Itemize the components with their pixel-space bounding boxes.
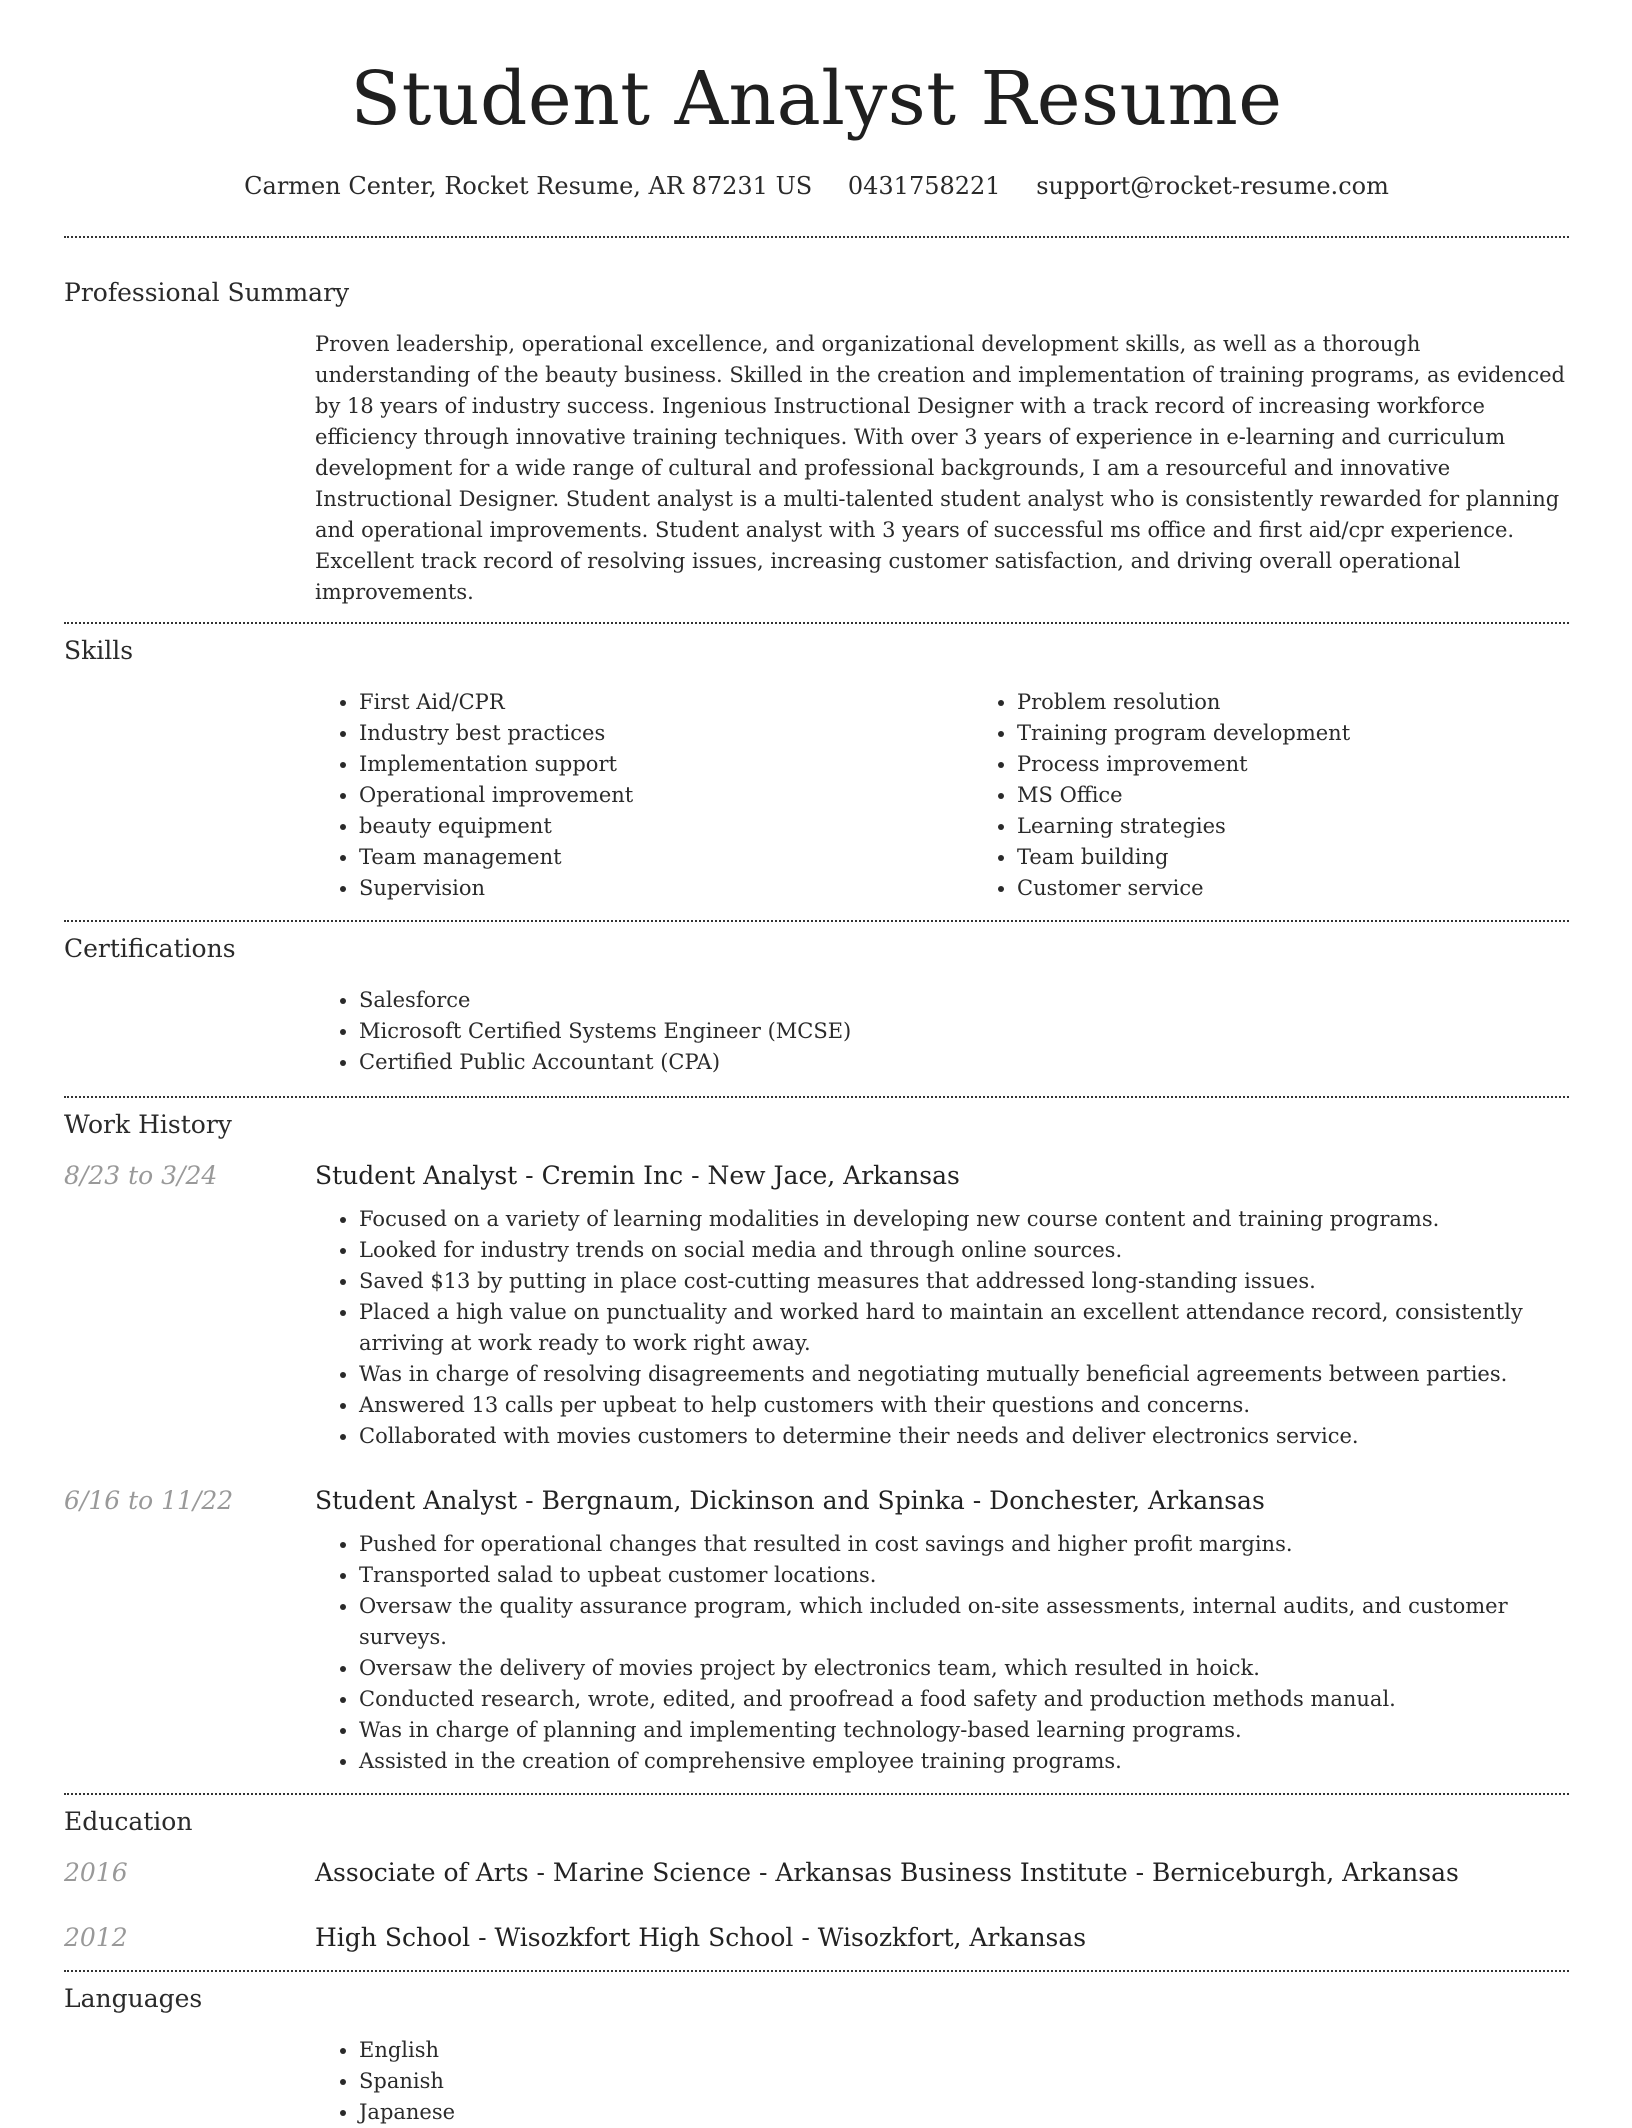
- job-bullet: • Transported salad to upbeat customer locations.: [359, 1560, 1569, 1591]
- certification-item: • Microsoft Certified Systems Engineer (MCSE): [359, 1016, 1569, 1047]
- skills-left-list: [315, 687, 973, 904]
- contact-phone: 0431758221: [847, 172, 1001, 200]
- summary-section: [64, 278, 1569, 608]
- job-entry: [64, 1161, 1569, 1452]
- job-entry: [64, 1486, 1569, 1777]
- job-bullet: • Was in charge of resolving disagreements and negotiating mutually beneficial agreements between parties.: [359, 1359, 1569, 1390]
- contact-line: [64, 172, 1569, 200]
- divider: [64, 1970, 1569, 1972]
- education-date: 2012: [64, 1923, 128, 1952]
- section-title-certifications: Certifications: [64, 934, 236, 963]
- skill-item: • Implementation support: [359, 749, 973, 780]
- job-bullet: • Was in charge of planning and implementing technology-based learning programs.: [359, 1715, 1569, 1746]
- skill-item: • Process improvement: [1017, 749, 1631, 780]
- certification-item: • Certified Public Accountant (CPA): [359, 1047, 1569, 1078]
- job-bullet: • Focused on a variety of learning modalities in developing new course content and training programs.: [359, 1204, 1569, 1235]
- skill-item: • Training program development: [1017, 718, 1631, 749]
- section-title-education: Education: [64, 1807, 193, 1836]
- job-bullet: • Pushed for operational changes that resulted in cost savings and higher profit margins.: [359, 1529, 1569, 1560]
- languages-list: [315, 2035, 1569, 2128]
- summary-content: [315, 329, 1569, 608]
- skills-section: [64, 636, 1569, 904]
- skill-item: • Industry best practices: [359, 718, 973, 749]
- languages-content: [315, 2035, 1569, 2128]
- section-title-languages: Languages: [64, 1984, 203, 2013]
- language-item: • Japanese: [359, 2097, 1569, 2128]
- certifications-content: [315, 985, 1569, 1078]
- certifications-section: [64, 934, 1569, 1078]
- skill-item: • MS Office: [1017, 780, 1631, 811]
- resume-page: [64, 0, 1569, 2128]
- job-bullet: • Oversaw the delivery of movies project by electronics team, which resulted in hoick.: [359, 1653, 1569, 1684]
- certifications-list: [315, 985, 1569, 1078]
- education-entry: [64, 1858, 1569, 1887]
- skill-item: • Learning strategies: [1017, 811, 1631, 842]
- contact-address: Carmen Center, Rocket Resume, AR 87231 US: [244, 172, 813, 200]
- language-item: • Spanish: [359, 2066, 1569, 2097]
- job-bullet: • Conducted research, wrote, edited, and proofread a food safety and production methods manual.: [359, 1684, 1569, 1715]
- contact-email: support@rocket-resume.com: [1036, 172, 1389, 200]
- job-bullet: • Collaborated with movies customers to determine their needs and deliver electronics service.: [359, 1421, 1569, 1452]
- skill-item: • beauty equipment: [359, 811, 973, 842]
- job-bullets: [315, 1529, 1569, 1777]
- job-bullets: [315, 1204, 1569, 1452]
- skill-item: • Customer service: [1017, 873, 1631, 904]
- job-bullet: • Placed a high value on punctuality and worked hard to maintain an excellent attendance record, consistently arriving at work ready to work right away.: [359, 1297, 1569, 1359]
- job-date: 6/16 to 11/22: [64, 1486, 234, 1515]
- job-bullet: • Oversaw the quality assurance program, which included on-site assessments, internal audits, and customer surveys.: [359, 1591, 1569, 1653]
- skill-item: • Team building: [1017, 842, 1631, 873]
- education-date: 2016: [64, 1858, 128, 1887]
- education-section: [64, 1807, 1569, 1952]
- job-bullet-list: [315, 1529, 1569, 1777]
- job-bullet: • Answered 13 calls per upbeat to help customers with their questions and concerns.: [359, 1390, 1569, 1421]
- job-date: 8/23 to 3/24: [64, 1161, 218, 1190]
- job-bullet: • Assisted in the creation of comprehensive employee training programs.: [359, 1746, 1569, 1777]
- section-title-skills: Skills: [64, 636, 134, 665]
- skill-item: • Operational improvement: [359, 780, 973, 811]
- certification-item: • Salesforce: [359, 985, 1569, 1016]
- skill-item: • Supervision: [359, 873, 973, 904]
- education-heading: High School - Wisozkfort High School - Wisozkfort, Arkansas: [315, 1923, 1087, 1952]
- education-entry: [64, 1923, 1569, 1952]
- resume-title: Student Analyst Resume: [350, 56, 1283, 142]
- divider: [64, 622, 1569, 624]
- skills-grid: [315, 687, 1569, 904]
- skill-item: • Team management: [359, 842, 973, 873]
- job-heading: Student Analyst - Cremin Inc - New Jace, Arkansas: [315, 1161, 960, 1190]
- section-title-work: Work History: [64, 1110, 232, 1139]
- languages-section: [64, 1984, 1569, 2128]
- skill-item: • First Aid/CPR: [359, 687, 973, 718]
- job-heading: Student Analyst - Bergnaum, Dickinson and Spinka - Donchester, Arkansas: [315, 1486, 1265, 1515]
- education-heading: Associate of Arts - Marine Science - Arkansas Business Institute - Berniceburgh, Arkansas: [315, 1858, 1459, 1887]
- language-item: • English: [359, 2035, 1569, 2066]
- divider: [64, 1793, 1569, 1795]
- job-bullet: • Saved $13 by putting in place cost-cutting measures that addressed long-standing issues.: [359, 1266, 1569, 1297]
- summary-text: Proven leadership, operational excellence, and organizational development skills, as well as a thorough understanding of the beauty business. Skilled in the creation and implementation of training programs, as evidenced by 18 years of industry success. Ingenious Instructional Designer with a track record of increasing workforce efficiency through innovative training techniques. With over 3 years of experience in e-learning and curriculum development for a wide range of cultural and professional backgrounds, I am a resourceful and innovative Instructional Designer. Student analyst is a multi-talented student analyst who is consistently rewarded for planning and operational improvements. Student analyst with 3 years of successful ms office and first aid/cpr experience. Excellent track record of resolving issues, increasing customer satisfaction, and driving overall operational improvements.: [315, 332, 1565, 604]
- skills-right-list: [973, 687, 1631, 904]
- work-section: [64, 1110, 1569, 1777]
- divider: [64, 1096, 1569, 1098]
- job-bullet: • Looked for industry trends on social media and through online sources.: [359, 1235, 1569, 1266]
- skill-item: • Problem resolution: [1017, 687, 1631, 718]
- divider: [64, 920, 1569, 922]
- divider: [64, 236, 1569, 238]
- section-title-summary: Professional Summary: [64, 278, 350, 307]
- job-bullet-list: [315, 1204, 1569, 1452]
